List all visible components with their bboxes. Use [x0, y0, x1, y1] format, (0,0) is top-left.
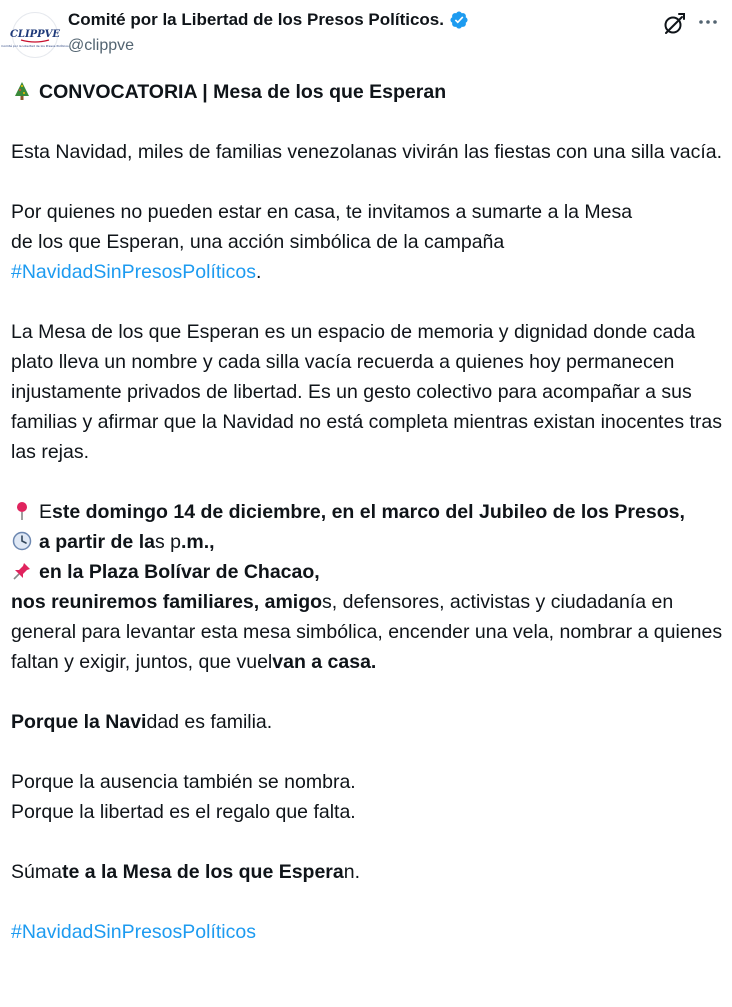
post-header	[0, 0, 732, 70]
event-time: a partir de las p.m.,	[11, 527, 723, 557]
post-title	[11, 77, 723, 107]
paragraph-2: Por quienes no pueden estar en casa, te invitamos a sumarte a la Mesa de los que Esperan, una acción simbólica de la campaña #NavidadSinPresosPolíticos.	[11, 201, 633, 283]
avatar[interactable]	[1, 12, 69, 58]
svg-text:Comité por la Libertad de los: Comité por la Libertad de los Presos Políticos	[1, 44, 69, 48]
join-line: Súmate a la Mesa de los que Esperan.	[11, 861, 361, 883]
event-gathering: nos reuniremos familiares, amigos, defensores, activistas y ciudadanía en general para levantar esta mesa simbólica, encender una vela, nombrar a quienes faltan y exigir, juntos, que vuelvan a casa.	[11, 591, 723, 673]
title-text: CONVOCATORIA | Mesa de los que Esperan	[39, 81, 447, 103]
paragraph-3: La Mesa de los que Esperan es un espacio de memoria y dignidad donde cada plato lleva un nombre y cada silla vacía recuerda a quienes hoy permanecen injustamente privados de libertad. Es un gesto colectivo para acompañar a sus familias y afirmar que la Navidad no está completa mientras existan inocentes tras las rejas.	[11, 321, 722, 463]
author-handle[interactable]: @clippve	[68, 37, 135, 54]
clippve-logo-icon	[1, 13, 69, 57]
event-place: en la Plaza Bolívar de Chacao,	[11, 557, 723, 587]
author-name-row	[68, 10, 469, 30]
event-date: Este domingo 14 de diciembre, en el marco del Jubileo de los Presos,	[11, 497, 723, 527]
clock-icon	[11, 527, 33, 557]
absence-line: Porque la ausencia también se nombra.	[11, 771, 356, 793]
svg-text:CLIPPVE: CLIPPVE	[9, 29, 61, 40]
post-body	[11, 77, 723, 947]
verified-badge-icon	[449, 10, 469, 30]
freedom-line: Porque la libertad es el regalo que falta.	[11, 801, 356, 823]
display-name[interactable]: Comité por la Libertad de los Presos Políticos.	[68, 10, 444, 29]
closing-hashtag	[11, 917, 723, 947]
hashtag-link[interactable]: #NavidadSinPresosPolíticos	[11, 921, 256, 943]
family-line: Porque la Navidad es familia.	[11, 711, 273, 733]
hashtag-link[interactable]: #NavidadSinPresosPolíticos	[11, 261, 256, 283]
christmas-tree-icon	[11, 77, 33, 107]
round-pushpin-icon	[11, 497, 33, 527]
paragraph-1: Esta Navidad, miles de familias venezolanas vivirán las fiestas con una silla vacía.	[11, 141, 723, 163]
pushpin-icon	[11, 557, 33, 587]
grok-icon[interactable]	[660, 10, 688, 38]
more-icon[interactable]	[694, 10, 722, 38]
